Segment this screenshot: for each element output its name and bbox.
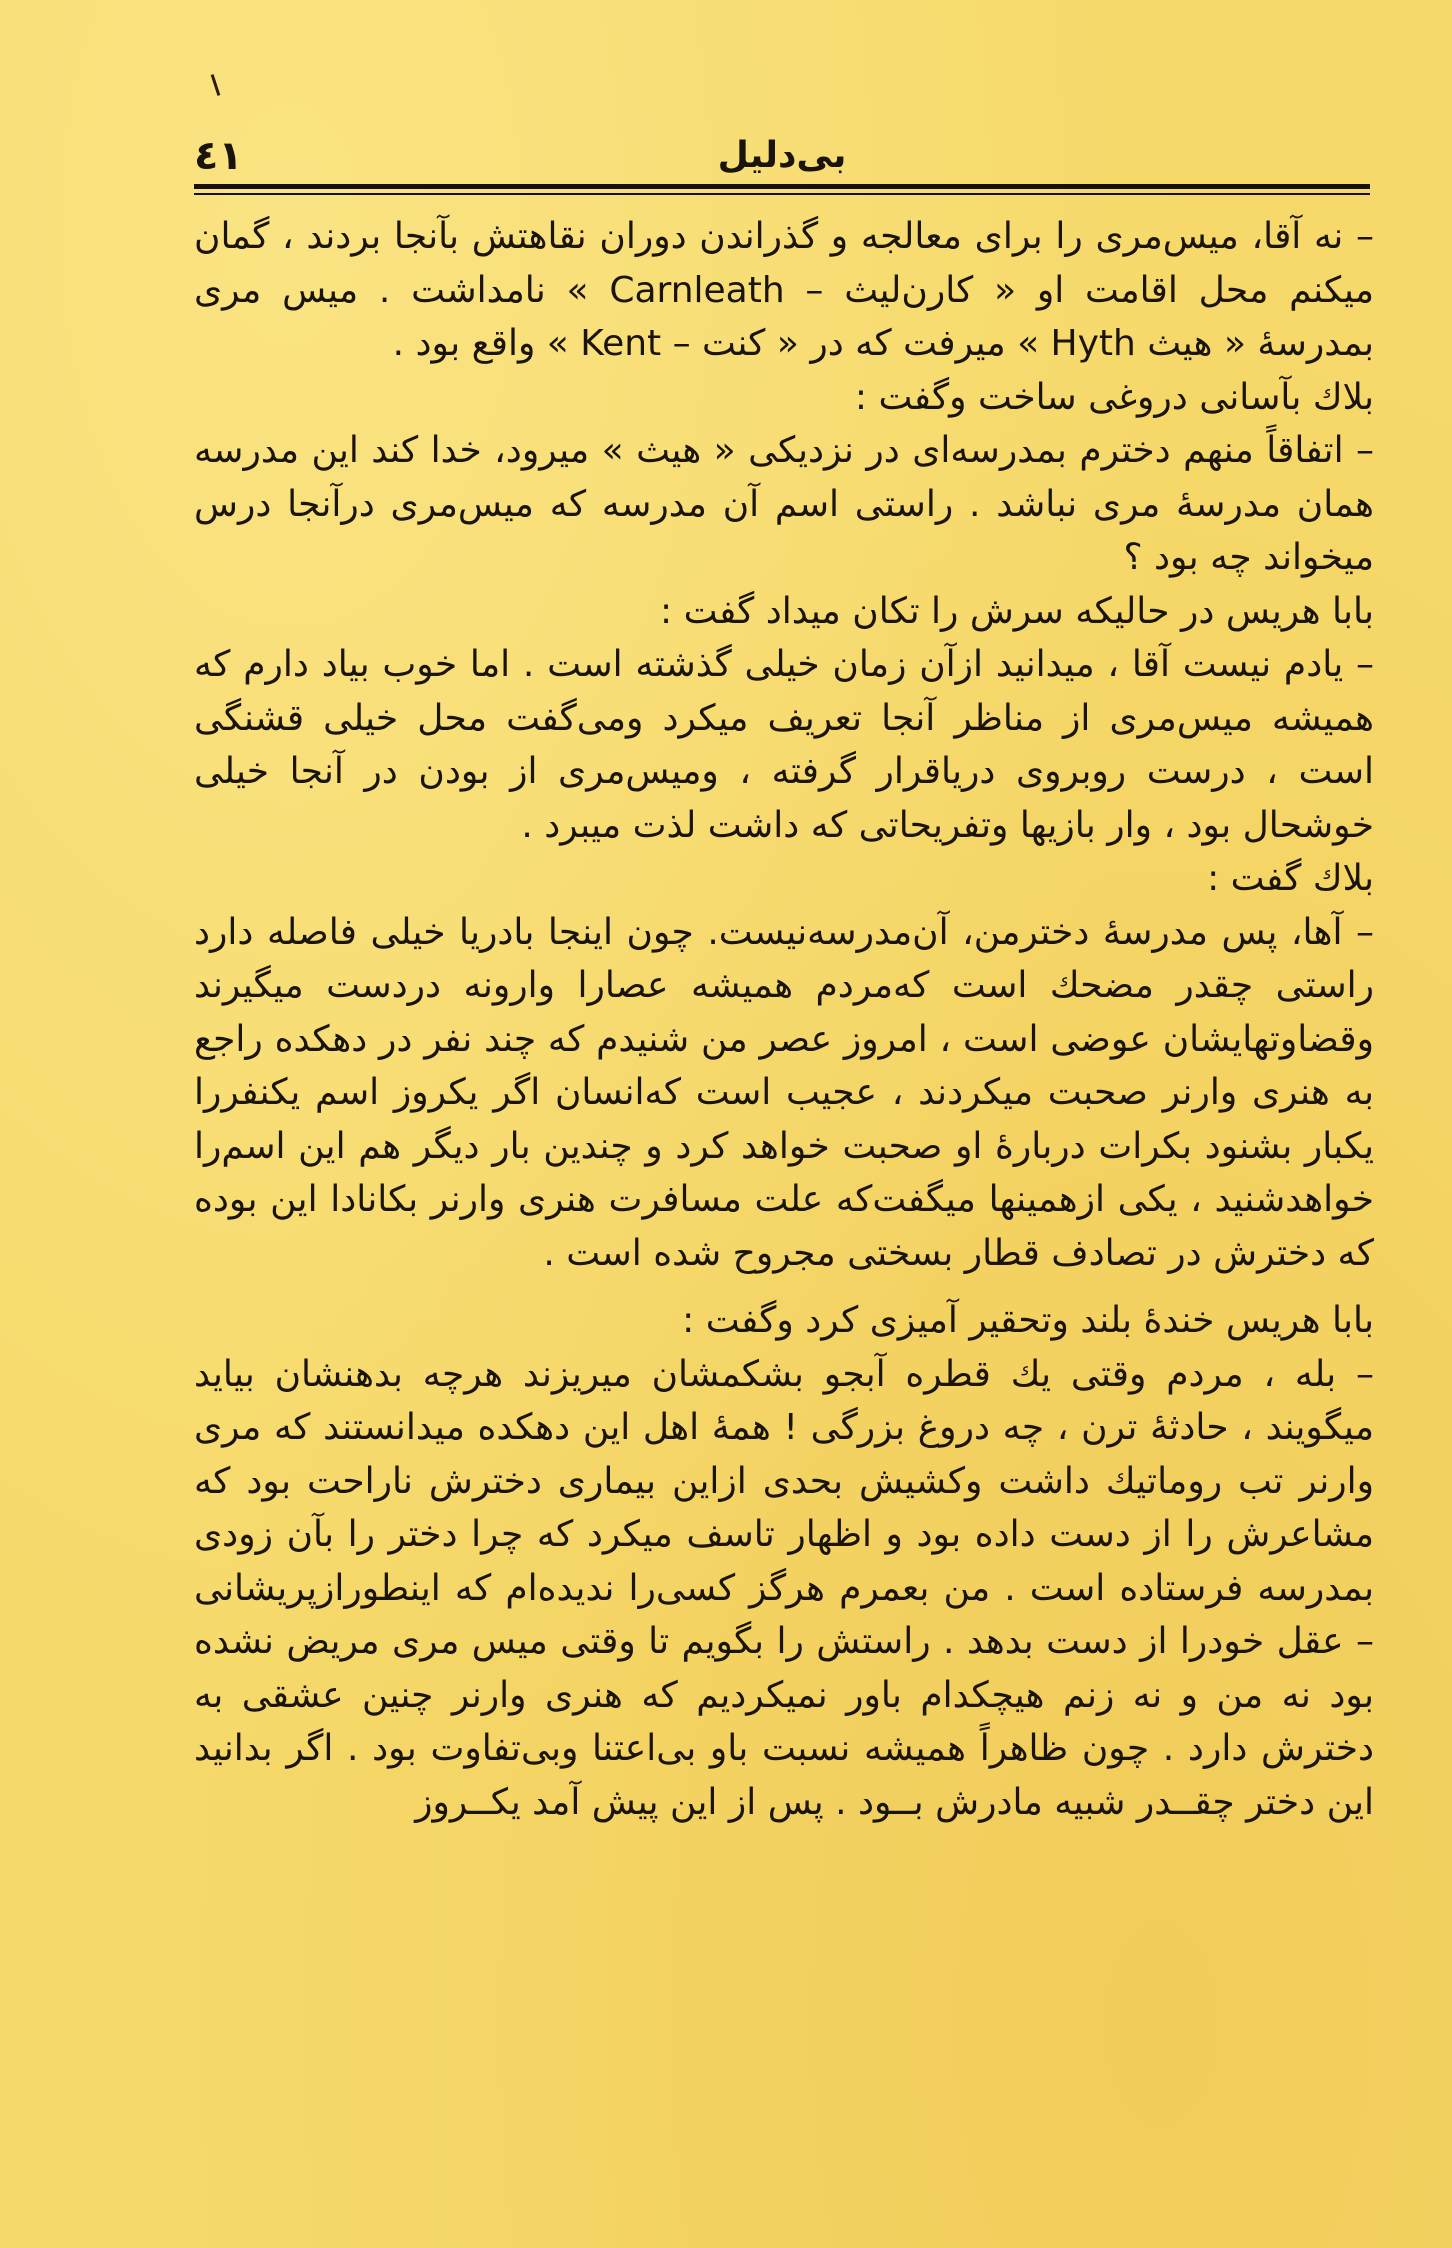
corner-mark [211, 74, 221, 96]
paragraph: بلاك گفت : [1207, 858, 1374, 899]
paragraph: بابا هریس در حالیکه سرش را تکان میداد گفت : [660, 590, 1374, 632]
header-rule [194, 184, 1370, 189]
page-number: ٤١ [194, 133, 243, 179]
body-text [194, 210, 1374, 2210]
paragraph: – نه آقا، میس‌مری را برای معالجه و گذراندن دوران نقاهتش بآنجا بردند ، گمان میکنم محل اقامت او « کارن‌لیث – Carnleath » نامداشت . میس مری بمدرسهٔ « هیث Hyth » میرفت که در « کنت – Kent » واقع بود . [194, 216, 1374, 364]
header-rule-thin [194, 193, 1370, 195]
paragraph: – آها، پس مدرسهٔ دخترمن، آن‌مدرسه‌نیست. چون اینجا بادریا خیلی فاصله دارد راستی چقدر مضحك است که‌مردم همیشه عصارا وارونه دردست میگیرند وقضاوتهایشان عوضی است ، امروز عصر من شنیدم که چند نفر در دهکده راجع به هنری وارنر صحبت میکردند ، عجیب است که‌انسان اگر یکروز اسم یکنفررا یکبار بشنود بکرات دربارهٔ او صحبت خواهد کرد و چندین بار دیگر هم این اسم‌را خواهدشنید ، یکی ازهمینها میگفت‌که علت مسافرت هنری وارنر بکانادا این بوده که دخترش در تصادف قطار بسختی مجروح شده است . [194, 911, 1374, 1274]
paragraph: – یادم نیست آقا ، میدانید ازآن زمان خیلی گذشته است . اما خوب بیاد دارم که همیشه میس‌مری از مناظر آنجا تعریف میکرد ومی‌گفت محل خیلی قشنگی است ، درست روبروی دریاقرار گرفته ، ومیس‌مری از بودن در آنجا خیلی خوشحال بود ، وار بازیها وتفریحاتی که داشت لذت میبرد . [194, 644, 1374, 846]
paragraph: بلاك بآسانی دروغی ساخت وگفت : [854, 376, 1374, 418]
paragraph: بابا هریس خندهٔ بلند وتحقیر آمیزی کرد وگفت : [682, 1300, 1374, 1341]
running-title: بی‌دلیل [717, 135, 847, 176]
paragraph: – اتفاقاً منهم دخترم بمدرسه‌ای در نزدیکی « هیث » میرود، خدا کند این مدرسه همان مدرسهٔ مری نباشد . راستی اسم آن مدرسه که میس‌مری درآنجا درس میخواند چه بود ؟ [194, 430, 1374, 578]
paragraph-gap [194, 1280, 1374, 1294]
page-header [194, 132, 1370, 188]
paragraph: – بله ، مردم وقتی یك قطره آبجو بشکمشان میریزند هرچه بدهنشان بیاید میگویند ، حادثهٔ ترن ، چه دروغ بزرگی ! همهٔ اهل این دهکده میدانستند که مری وارنر تب روماتیك داشت وکشیش بحدی ازاین بیماری دخترش ناراحت بود که مشاعرش را از دست داده بود و اظهار تاسف میکرد که چرا دختر را بآن زودی بمدرسه فرستاده است . من بعمرم هرگز کسی‌را ندیده‌ام که اینطورازپریشانی – عقل خودرا از دست بدهد . راستش را بگویم تا وقتی میس مری مریض نشده بود نه من و نه زنم هیچکدام باور نمیکردیم که هنری وارنر چنین عشقی به دخترش دارد . چون ظاهراً همیشه نسبت باو بی‌اعتنا وبی‌تفاوت بود . اگر بدانید این دختر چقــدر شبیه مادرش بــود . پس از این پیش آمد یکــروز [194, 1353, 1374, 1823]
